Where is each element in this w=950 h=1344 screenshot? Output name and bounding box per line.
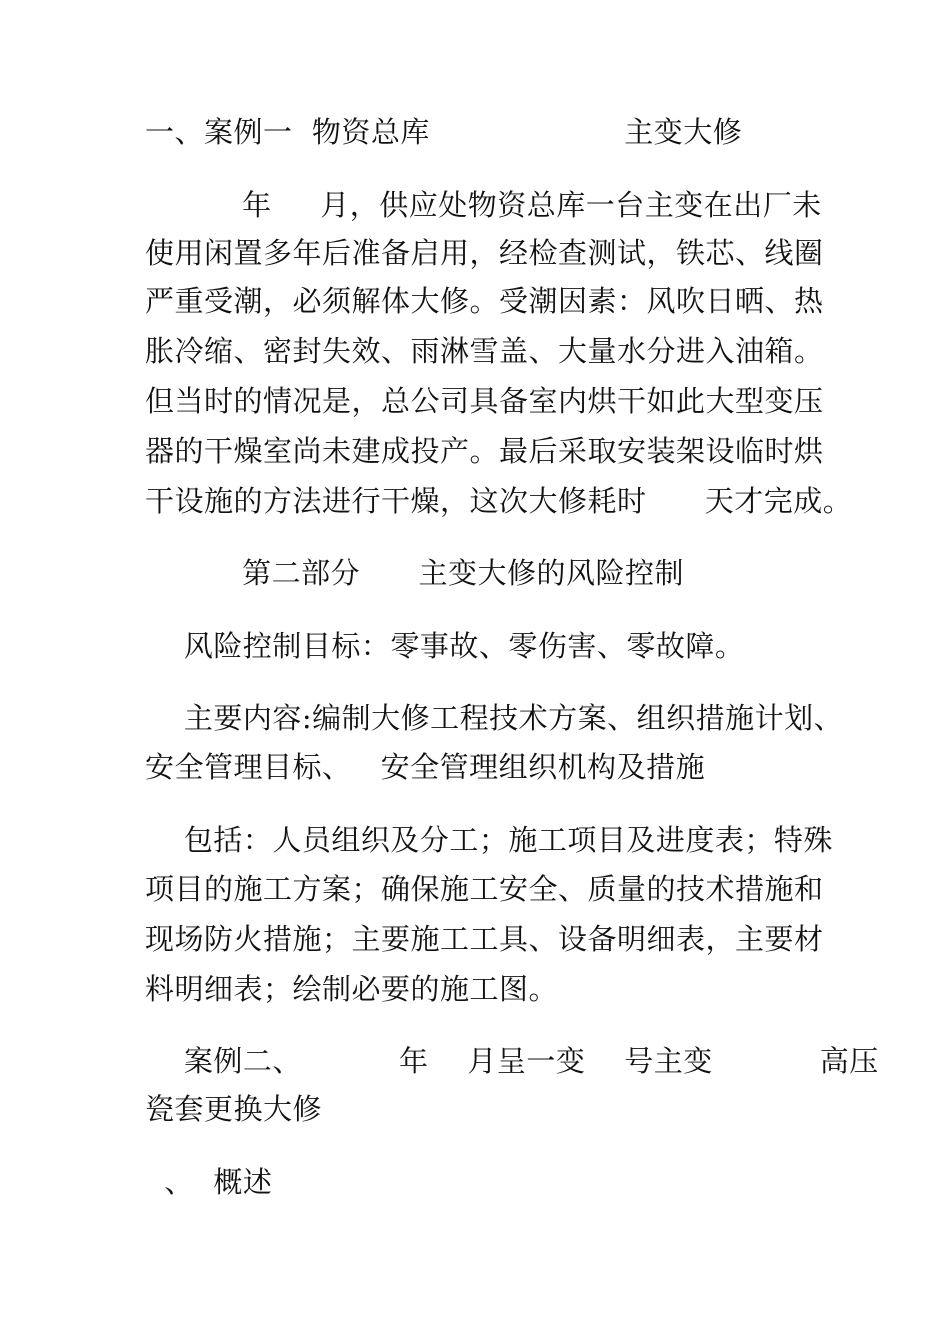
- main-content-line-2: 安全管理目标、 安全管理组织机构及措施: [145, 750, 706, 784]
- includes-line-3: 现场防火措施；主要施工工具、设备明细表，主要材: [145, 922, 824, 956]
- case1-paragraph-line-4: 胀冷缩、密封失效、雨淋雪盖、大量水分进入油箱。: [145, 334, 824, 368]
- case1-paragraph-line-7: 干设施的方法进行干燥，这次大修耗时 天才完成。: [145, 484, 853, 518]
- part2-heading: 第二部分 主变大修的风险控制: [145, 556, 684, 590]
- includes-line-1: 包括：人员组织及分工；施工项目及进度表；特殊: [145, 823, 833, 857]
- case1-heading: 一、案例一 物资总库 主变大修: [145, 115, 743, 149]
- case1-paragraph-line-3: 严重受潮，必须解体大修。受潮因素：风吹日晒、热: [145, 284, 824, 318]
- case2-heading-line-1: 案例二、 年 月呈一变 号主变 高压: [145, 1044, 879, 1078]
- main-content-line-1: 主要内容:编制大修工程技术方案、组织措施计划、: [145, 701, 844, 735]
- overview-heading: 、 概述: [145, 1165, 273, 1199]
- risk-target: 风险控制目标：零事故、零伤害、零故障。: [145, 629, 745, 663]
- case1-paragraph-line-5: 但当时的情况是，总公司具备室内烘干如此大型变压: [145, 384, 824, 418]
- case1-paragraph-line-6: 器的干燥室尚未建成投产。最后采取安装架设临时烘: [145, 434, 824, 468]
- case1-paragraph-line-2: 使用闲置多年后准备启用，经检查测试，铁芯、线圈: [145, 236, 824, 270]
- includes-line-2: 项目的施工方案；确保施工安全、质量的技术措施和: [145, 872, 824, 906]
- includes-line-4: 料明细表；绘制必要的施工图。: [145, 972, 559, 1006]
- case2-heading-line-2: 瓷套更换大修: [145, 1092, 323, 1126]
- case1-paragraph-line-1: 年 月，供应处物资总库一台主变在出厂未: [145, 188, 822, 222]
